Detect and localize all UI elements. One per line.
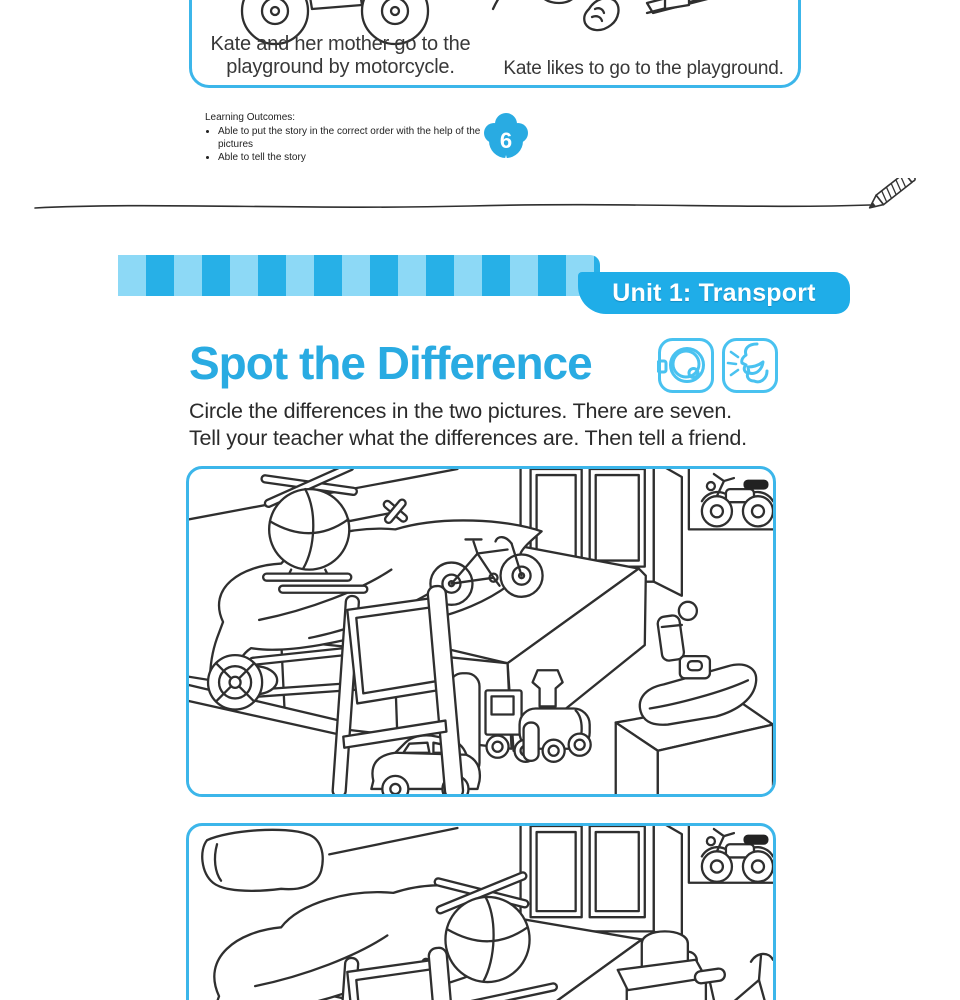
picture-2 [186, 823, 776, 1000]
thumbsup-seesaw-drawing [489, 0, 795, 49]
story-panel-playground [489, 0, 801, 88]
bed-leg-small [524, 723, 539, 761]
story-panel-motorcycle [189, 0, 492, 88]
instruction-line: Circle the differences in the two pictures. There are seven. [189, 399, 732, 423]
pencil-icon [866, 178, 916, 213]
picture-1 [186, 466, 776, 797]
look-icon [657, 337, 715, 394]
pillow-drawing [202, 830, 322, 891]
speaking-icon [721, 337, 779, 394]
instructions [189, 398, 809, 452]
page-number: 6 [499, 128, 513, 153]
activity-icons [657, 337, 779, 394]
learning-outcome-item: • Able to tell the story [218, 151, 518, 164]
bedroom-scene-1 [189, 469, 773, 794]
story-panels [189, 0, 801, 88]
panel-caption: Kate likes to go to the playground. [503, 57, 784, 79]
learning-outcomes-heading: Learning Outcomes: [205, 112, 296, 123]
unit-label-text: Unit 1: Transport [612, 278, 816, 307]
page-number-badge [482, 110, 530, 166]
wall-line [329, 828, 457, 854]
learning-outcome-item: • Able to put the story in the correct order with the help of the pictures [218, 125, 518, 151]
panel-caption: Kate and her mother go to the playground by motorcycle. [210, 32, 471, 79]
banner-stripes [118, 255, 600, 296]
separator-line [35, 205, 870, 208]
instruction-line: Tell your teacher what the differences are. Then tell a friend. [189, 426, 747, 451]
page-separator [0, 178, 960, 230]
motorcycle-shelf-drawing [689, 826, 773, 883]
unit-label [578, 272, 850, 314]
activity-title: Spot the Difference [189, 337, 592, 389]
motorcycle-shelf-drawing [689, 469, 773, 529]
bedroom-scene-2 [189, 826, 773, 1000]
